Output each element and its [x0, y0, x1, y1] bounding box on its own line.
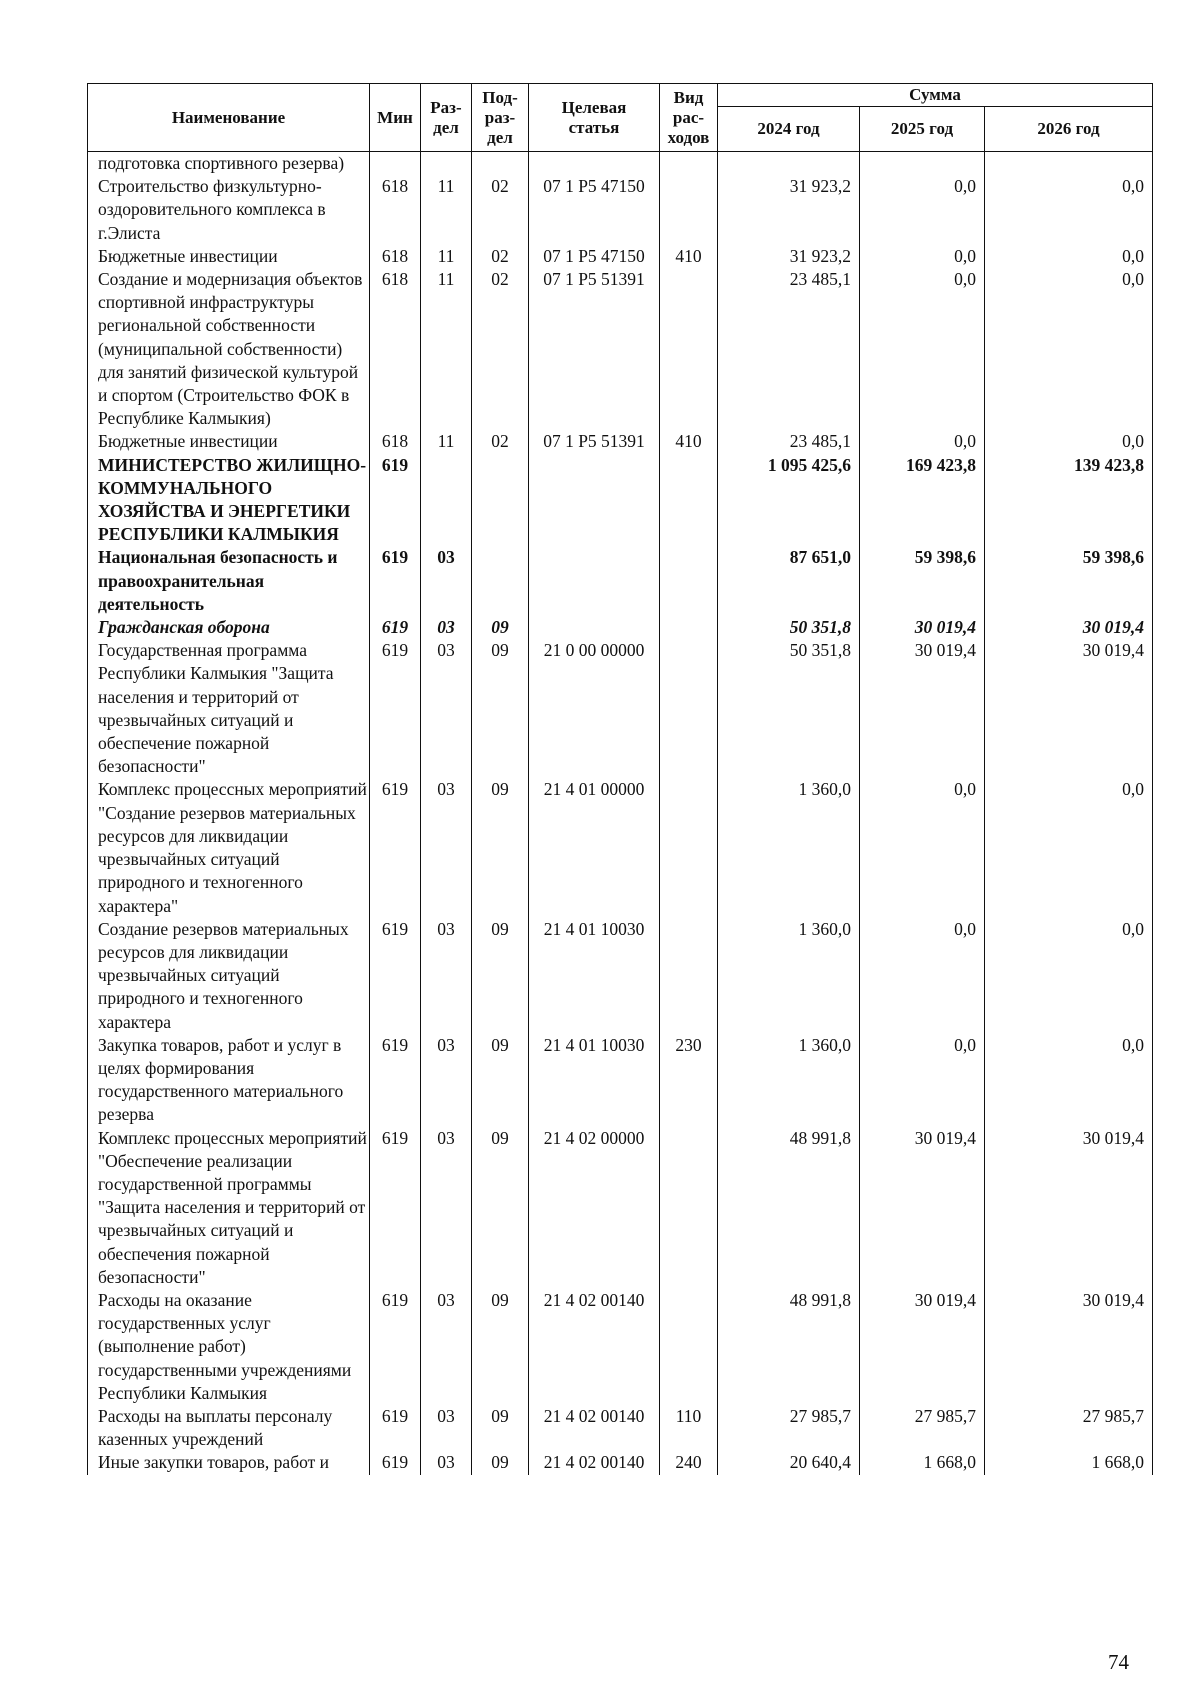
row-vid-rashodov: 240	[660, 1451, 718, 1474]
row-vid-rashodov: 230	[660, 1034, 718, 1127]
row-min: 619	[370, 639, 421, 778]
row-name: Закупка товаров, работ и услуг в целях формирования государственного материального резерва	[88, 1034, 370, 1127]
col-celevaya-header: Целевая статья	[529, 84, 660, 152]
row-vid-rashodov	[660, 778, 718, 917]
row-min: 619	[370, 454, 421, 547]
row-sum-2025: 169 423,8	[860, 454, 985, 547]
row-sum-2024: 48 991,8	[718, 1127, 860, 1289]
row-razdel: 03	[421, 616, 472, 639]
row-sum-2024: 23 485,1	[718, 268, 860, 430]
row-name: Бюджетные инвестиции	[88, 430, 370, 453]
row-podrazdel: 02	[472, 245, 529, 268]
col-podrazdel-header: Под- раз- дел	[472, 84, 529, 152]
row-min: 618	[370, 268, 421, 430]
row-razdel: 03	[421, 778, 472, 917]
row-razdel: 03	[421, 1405, 472, 1451]
row-sum-2025	[860, 152, 985, 175]
row-celevaya-statya	[529, 546, 660, 616]
row-min: 619	[370, 918, 421, 1034]
table-row	[88, 546, 1153, 616]
row-celevaya-statya	[529, 152, 660, 175]
row-celevaya-statya: 21 4 02 00140	[529, 1289, 660, 1405]
row-podrazdel: 09	[472, 1127, 529, 1289]
col-2025-header: 2025 год	[860, 107, 985, 152]
row-razdel: 11	[421, 245, 472, 268]
row-razdel	[421, 454, 472, 547]
row-sum-2024: 1 095 425,6	[718, 454, 860, 547]
row-podrazdel: 09	[472, 616, 529, 639]
row-name: Национальная безопасность и правоохранительная деятельность	[88, 546, 370, 616]
row-sum-2025: 59 398,6	[860, 546, 985, 616]
row-vid-rashodov	[660, 639, 718, 778]
row-podrazdel: 02	[472, 268, 529, 430]
row-min	[370, 152, 421, 175]
budget-table-page	[87, 83, 1152, 1475]
row-vid-rashodov	[660, 918, 718, 1034]
row-name: МИНИСТЕРСТВО ЖИЛИЩНО-КОММУНАЛЬНОГО ХОЗЯЙСТВА И ЭНЕРГЕТИКИ РЕСПУБЛИКИ КАЛМЫКИЯ	[88, 454, 370, 547]
row-sum-2025: 0,0	[860, 918, 985, 1034]
row-sum-2026: 0,0	[985, 1034, 1153, 1127]
row-sum-2026: 0,0	[985, 268, 1153, 430]
table-row	[88, 616, 1153, 639]
row-sum-2025: 1 668,0	[860, 1451, 985, 1474]
row-sum-2026: 0,0	[985, 778, 1153, 917]
row-vid-rashodov	[660, 616, 718, 639]
row-min: 619	[370, 1451, 421, 1474]
row-sum-2026: 0,0	[985, 918, 1153, 1034]
row-vid-rashodov: 410	[660, 245, 718, 268]
row-sum-2025: 30 019,4	[860, 1289, 985, 1405]
row-sum-2025: 0,0	[860, 245, 985, 268]
table-row	[88, 268, 1153, 430]
row-sum-2024: 1 360,0	[718, 918, 860, 1034]
row-sum-2025: 0,0	[860, 1034, 985, 1127]
table-header	[87, 83, 1153, 152]
row-vid-rashodov	[660, 1127, 718, 1289]
row-min: 619	[370, 1127, 421, 1289]
row-sum-2024: 31 923,2	[718, 175, 860, 245]
row-podrazdel: 09	[472, 1289, 529, 1405]
col-vid-header: Вид рас- ходов	[660, 84, 718, 152]
row-sum-2025: 30 019,4	[860, 616, 985, 639]
row-sum-2025: 0,0	[860, 268, 985, 430]
row-podrazdel: 09	[472, 778, 529, 917]
row-sum-2025: 0,0	[860, 175, 985, 245]
table-row	[88, 1451, 1153, 1474]
row-name: Строительство физкультурно-оздоровительного комплекса в г.Элиста	[88, 175, 370, 245]
table-row	[88, 639, 1153, 778]
row-razdel: 03	[421, 1127, 472, 1289]
row-razdel: 03	[421, 1034, 472, 1127]
row-sum-2024: 1 360,0	[718, 778, 860, 917]
row-sum-2026: 139 423,8	[985, 454, 1153, 547]
row-sum-2026: 27 985,7	[985, 1405, 1153, 1451]
row-celevaya-statya: 21 0 00 00000	[529, 639, 660, 778]
row-razdel	[421, 152, 472, 175]
row-podrazdel: 09	[472, 1034, 529, 1127]
row-name: Создание резервов материальных ресурсов для ликвидации чрезвычайных ситуаций природного и техногенного характера	[88, 918, 370, 1034]
col-2026-header: 2026 год	[985, 107, 1153, 152]
row-name: Комплекс процессных мероприятий "Создание резервов материальных ресурсов для ликвидации чрезвычайных ситуаций природного и техногенного характера"	[88, 778, 370, 917]
table-row	[88, 152, 1153, 175]
row-podrazdel: 09	[472, 918, 529, 1034]
col-2024-header: 2024 год	[718, 107, 860, 152]
row-razdel: 11	[421, 175, 472, 245]
row-min: 618	[370, 175, 421, 245]
row-sum-2025: 27 985,7	[860, 1405, 985, 1451]
table-row	[88, 1034, 1153, 1127]
row-min: 619	[370, 1034, 421, 1127]
row-min: 618	[370, 430, 421, 453]
row-min: 619	[370, 778, 421, 917]
row-sum-2024: 31 923,2	[718, 245, 860, 268]
row-celevaya-statya: 07 1 Р5 47150	[529, 175, 660, 245]
row-razdel: 03	[421, 1289, 472, 1405]
row-razdel: 03	[421, 639, 472, 778]
row-podrazdel	[472, 546, 529, 616]
col-name-header: Наименование	[88, 84, 370, 152]
row-podrazdel	[472, 152, 529, 175]
row-celevaya-statya: 21 4 01 00000	[529, 778, 660, 917]
row-sum-2024: 27 985,7	[718, 1405, 860, 1451]
row-vid-rashodov	[660, 454, 718, 547]
row-celevaya-statya: 07 1 Р5 47150	[529, 245, 660, 268]
row-vid-rashodov	[660, 152, 718, 175]
row-celevaya-statya	[529, 616, 660, 639]
row-min: 618	[370, 245, 421, 268]
row-name: Создание и модернизация объектов спортивной инфраструктуры региональной собственности (муниципальной собственности) для занятий физической культурой и спортом (Строительство ФОК в Республике Калмыкия)	[88, 268, 370, 430]
row-name: Бюджетные инвестиции	[88, 245, 370, 268]
row-sum-2026: 0,0	[985, 175, 1153, 245]
table-row	[88, 454, 1153, 547]
table-row	[88, 1405, 1153, 1451]
row-min: 619	[370, 546, 421, 616]
row-celevaya-statya: 21 4 01 10030	[529, 918, 660, 1034]
row-vid-rashodov	[660, 268, 718, 430]
page-number: 74	[1108, 1650, 1129, 1674]
row-min: 619	[370, 1405, 421, 1451]
row-sum-2024: 1 360,0	[718, 1034, 860, 1127]
row-sum-2026: 0,0	[985, 430, 1153, 453]
row-podrazdel: 02	[472, 430, 529, 453]
col-razdel-header: Раз- дел	[421, 84, 472, 152]
row-celevaya-statya: 07 1 Р5 51391	[529, 430, 660, 453]
table-row	[88, 430, 1153, 453]
row-sum-2024: 50 351,8	[718, 616, 860, 639]
row-sum-2026: 30 019,4	[985, 1127, 1153, 1289]
row-podrazdel: 02	[472, 175, 529, 245]
row-razdel: 03	[421, 1451, 472, 1474]
row-vid-rashodov: 410	[660, 430, 718, 453]
row-celevaya-statya: 21 4 01 10030	[529, 1034, 660, 1127]
row-celevaya-statya: 21 4 02 00140	[529, 1451, 660, 1474]
row-min: 619	[370, 1289, 421, 1405]
table-body	[87, 152, 1153, 1475]
row-sum-2024: 50 351,8	[718, 639, 860, 778]
row-sum-2026: 1 668,0	[985, 1451, 1153, 1474]
row-name: Расходы на выплаты персоналу казенных учреждений	[88, 1405, 370, 1451]
row-sum-2026: 30 019,4	[985, 1289, 1153, 1405]
row-sum-2025: 0,0	[860, 430, 985, 453]
row-razdel: 11	[421, 430, 472, 453]
row-celevaya-statya: 21 4 02 00140	[529, 1405, 660, 1451]
row-name: Государственная программа Республики Калмыкия "Защита населения и территорий от чрезвычайных ситуаций и обеспечение пожарной безопасности"	[88, 639, 370, 778]
row-vid-rashodov	[660, 1289, 718, 1405]
row-razdel: 03	[421, 918, 472, 1034]
table-row	[88, 1289, 1153, 1405]
row-name: Комплекс процессных мероприятий "Обеспечение реализации государственной программы "Защита населения и территорий от чрезвычайных ситуаций и обеспечения пожарной безопасности"	[88, 1127, 370, 1289]
table-row	[88, 918, 1153, 1034]
row-name: подготовка спортивного резерва)	[88, 152, 370, 175]
row-podrazdel: 09	[472, 639, 529, 778]
row-sum-2024	[718, 152, 860, 175]
row-sum-2024: 48 991,8	[718, 1289, 860, 1405]
row-sum-2024: 87 651,0	[718, 546, 860, 616]
row-vid-rashodov	[660, 546, 718, 616]
row-sum-2026: 30 019,4	[985, 639, 1153, 778]
col-min-header: Мин	[370, 84, 421, 152]
row-name: Расходы на оказание государственных услуг (выполнение работ) государственными учреждениями Республики Калмыкия	[88, 1289, 370, 1405]
row-sum-2024: 23 485,1	[718, 430, 860, 453]
table-row	[88, 175, 1153, 245]
row-sum-2025: 0,0	[860, 778, 985, 917]
row-sum-2026	[985, 152, 1153, 175]
row-sum-2026: 30 019,4	[985, 616, 1153, 639]
row-podrazdel: 09	[472, 1405, 529, 1451]
row-razdel: 11	[421, 268, 472, 430]
row-name: Гражданская оборона	[88, 616, 370, 639]
table-row	[88, 778, 1153, 917]
row-celevaya-statya: 21 4 02 00000	[529, 1127, 660, 1289]
row-name: Иные закупки товаров, работ и	[88, 1451, 370, 1474]
row-razdel: 03	[421, 546, 472, 616]
row-sum-2026: 0,0	[985, 245, 1153, 268]
row-vid-rashodov	[660, 175, 718, 245]
row-sum-2024: 20 640,4	[718, 1451, 860, 1474]
row-sum-2025: 30 019,4	[860, 639, 985, 778]
row-sum-2026: 59 398,6	[985, 546, 1153, 616]
table-row	[88, 245, 1153, 268]
table-row	[88, 1127, 1153, 1289]
row-celevaya-statya	[529, 454, 660, 547]
row-celevaya-statya: 07 1 Р5 51391	[529, 268, 660, 430]
col-summa-header: Сумма	[718, 84, 1153, 107]
row-podrazdel: 09	[472, 1451, 529, 1474]
row-sum-2025: 30 019,4	[860, 1127, 985, 1289]
row-min: 619	[370, 616, 421, 639]
row-vid-rashodov: 110	[660, 1405, 718, 1451]
row-podrazdel	[472, 454, 529, 547]
